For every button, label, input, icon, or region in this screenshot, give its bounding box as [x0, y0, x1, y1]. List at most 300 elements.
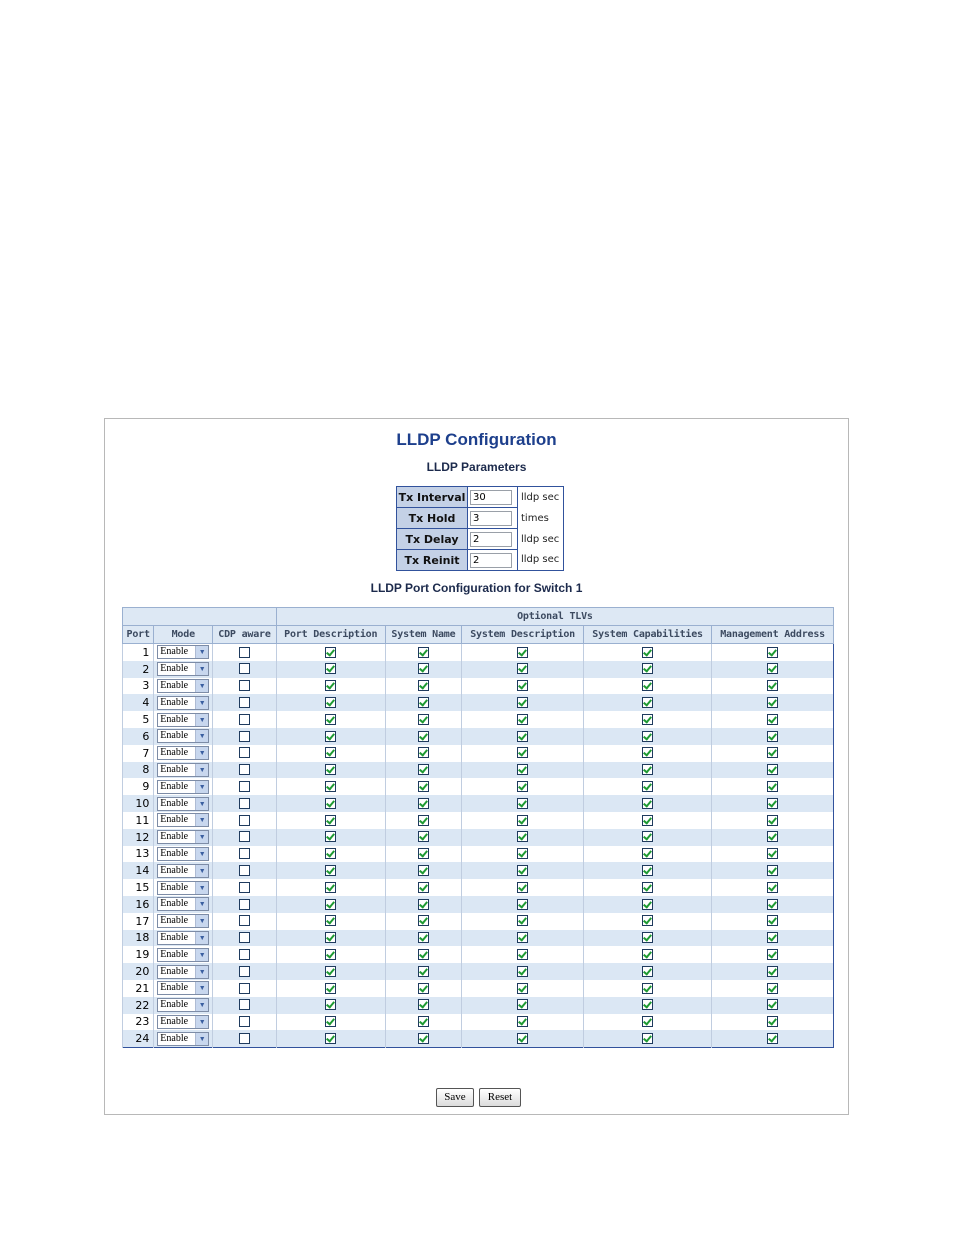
mode-cell	[154, 812, 213, 829]
chevron-down-icon[interactable]: ▼	[195, 882, 208, 894]
management-address-checkbox[interactable]	[767, 949, 778, 960]
tlv-cell	[712, 694, 834, 711]
mode-select[interactable]	[157, 830, 209, 844]
mode-select[interactable]	[157, 729, 209, 743]
tlv-cell	[712, 829, 834, 846]
mode-value: Enable	[160, 948, 189, 960]
management-address-checkbox[interactable]	[767, 915, 778, 926]
chevron-down-icon[interactable]: ▼	[195, 831, 208, 843]
column-header: CDP aware	[213, 626, 277, 644]
system-description-checkbox[interactable]	[517, 966, 528, 977]
chevron-down-icon[interactable]: ▼	[195, 1033, 208, 1045]
port-number: 14	[123, 862, 154, 879]
management-address-checkbox[interactable]	[767, 1016, 778, 1027]
management-address-checkbox[interactable]	[767, 865, 778, 876]
system-name-checkbox[interactable]	[418, 731, 429, 742]
mode-cell	[154, 896, 213, 913]
mode-value: Enable	[160, 747, 189, 759]
table-row	[123, 846, 834, 863]
system-name-checkbox[interactable]	[418, 764, 429, 775]
system-description-checkbox[interactable]	[517, 932, 528, 943]
system-capabilities-checkbox[interactable]	[642, 714, 653, 725]
system-name-checkbox[interactable]	[418, 663, 429, 674]
port-description-checkbox[interactable]	[325, 848, 336, 859]
chevron-down-icon[interactable]: ▼	[195, 898, 208, 910]
mode-select[interactable]	[157, 696, 209, 710]
system-capabilities-checkbox[interactable]	[642, 680, 653, 691]
mode-select[interactable]	[157, 679, 209, 693]
management-address-checkbox[interactable]	[767, 999, 778, 1010]
cdp-aware-checkbox[interactable]	[239, 966, 250, 977]
tlv-cell	[712, 1014, 834, 1031]
mode-cell	[154, 661, 213, 678]
system-name-checkbox[interactable]	[418, 865, 429, 876]
table-row	[123, 661, 834, 678]
port-description-checkbox[interactable]	[325, 747, 336, 758]
system-description-checkbox[interactable]	[517, 815, 528, 826]
port-description-checkbox[interactable]	[325, 966, 336, 977]
system-name-checkbox[interactable]	[418, 815, 429, 826]
tlv-cell	[385, 862, 462, 879]
chevron-down-icon[interactable]: ▼	[195, 764, 208, 776]
tlv-cell	[583, 896, 711, 913]
tlv-cell	[276, 812, 385, 829]
system-description-checkbox[interactable]	[517, 865, 528, 876]
cdp-aware-checkbox[interactable]	[239, 647, 250, 658]
cdp-aware-checkbox[interactable]	[239, 680, 250, 691]
chevron-down-icon[interactable]: ▼	[195, 865, 208, 877]
tlv-cell	[712, 930, 834, 947]
system-description-checkbox[interactable]	[517, 647, 528, 658]
cdp-cell	[213, 678, 277, 695]
mode-value: Enable	[160, 898, 189, 910]
system-name-checkbox[interactable]	[418, 882, 429, 893]
mode-select[interactable]	[157, 813, 209, 827]
mode-select[interactable]	[157, 780, 209, 794]
mode-select[interactable]	[157, 998, 209, 1012]
cdp-aware-checkbox[interactable]	[239, 848, 250, 859]
port-number: 11	[123, 812, 154, 829]
cdp-aware-checkbox[interactable]	[239, 798, 250, 809]
chevron-down-icon[interactable]: ▼	[195, 949, 208, 961]
tlv-cell	[385, 778, 462, 795]
port-description-checkbox[interactable]	[325, 999, 336, 1010]
mode-select[interactable]	[157, 981, 209, 995]
management-address-checkbox[interactable]	[767, 680, 778, 691]
mode-select[interactable]	[157, 897, 209, 911]
table-row	[123, 728, 834, 745]
cdp-aware-checkbox[interactable]	[239, 932, 250, 943]
management-address-checkbox[interactable]	[767, 697, 778, 708]
tlv-cell	[462, 980, 584, 997]
chevron-down-icon[interactable]: ▼	[195, 730, 208, 742]
system-description-checkbox[interactable]	[517, 798, 528, 809]
system-name-checkbox[interactable]	[418, 1016, 429, 1027]
param-input[interactable]	[470, 553, 512, 568]
system-description-checkbox[interactable]	[517, 663, 528, 674]
tlv-cell	[462, 694, 584, 711]
system-name-checkbox[interactable]	[418, 714, 429, 725]
tlv-cell	[712, 661, 834, 678]
port-number: 16	[123, 896, 154, 913]
tlv-cell	[462, 930, 584, 947]
system-description-checkbox[interactable]	[517, 697, 528, 708]
system-capabilities-checkbox[interactable]	[642, 647, 653, 658]
system-name-checkbox[interactable]	[418, 1033, 429, 1044]
system-description-checkbox[interactable]	[517, 831, 528, 842]
system-description-checkbox[interactable]	[517, 999, 528, 1010]
system-description-checkbox[interactable]	[517, 714, 528, 725]
system-capabilities-checkbox[interactable]	[642, 848, 653, 859]
system-capabilities-checkbox[interactable]	[642, 1016, 653, 1027]
mode-cell	[154, 778, 213, 795]
management-address-checkbox[interactable]	[767, 848, 778, 859]
cdp-aware-checkbox[interactable]	[239, 915, 250, 926]
system-capabilities-checkbox[interactable]	[642, 697, 653, 708]
mode-cell	[154, 913, 213, 930]
port-description-checkbox[interactable]	[325, 915, 336, 926]
cdp-aware-checkbox[interactable]	[239, 815, 250, 826]
tlv-cell	[462, 728, 584, 745]
system-capabilities-checkbox[interactable]	[642, 949, 653, 960]
management-address-checkbox[interactable]	[767, 781, 778, 792]
management-address-checkbox[interactable]	[767, 831, 778, 842]
system-capabilities-checkbox[interactable]	[642, 899, 653, 910]
system-capabilities-checkbox[interactable]	[642, 798, 653, 809]
port-number: 2	[123, 661, 154, 678]
chevron-down-icon[interactable]: ▼	[195, 982, 208, 994]
tlv-cell	[583, 1014, 711, 1031]
system-capabilities-checkbox[interactable]	[642, 831, 653, 842]
system-capabilities-checkbox[interactable]	[642, 932, 653, 943]
mode-value: Enable	[160, 663, 189, 675]
cdp-aware-checkbox[interactable]	[239, 865, 250, 876]
table-row	[123, 745, 834, 762]
cdp-aware-checkbox[interactable]	[239, 882, 250, 893]
cdp-aware-checkbox[interactable]	[239, 1033, 250, 1044]
chevron-down-icon[interactable]: ▼	[195, 798, 208, 810]
chevron-down-icon[interactable]: ▼	[195, 646, 208, 658]
mode-value: Enable	[160, 713, 189, 725]
system-description-checkbox[interactable]	[517, 1033, 528, 1044]
tlv-cell	[385, 913, 462, 930]
management-address-checkbox[interactable]	[767, 747, 778, 758]
system-capabilities-checkbox[interactable]	[642, 865, 653, 876]
port-description-checkbox[interactable]	[325, 781, 336, 792]
system-capabilities-checkbox[interactable]	[642, 999, 653, 1010]
param-input[interactable]	[470, 490, 512, 505]
port-description-checkbox[interactable]	[325, 798, 336, 809]
chevron-down-icon[interactable]: ▼	[195, 999, 208, 1011]
mode-cell	[154, 846, 213, 863]
tlv-cell	[276, 879, 385, 896]
mode-value: Enable	[160, 814, 189, 826]
param-field-cell	[468, 550, 518, 571]
system-description-checkbox[interactable]	[517, 764, 528, 775]
system-description-checkbox[interactable]	[517, 848, 528, 859]
port-description-checkbox[interactable]	[325, 932, 336, 943]
port-description-checkbox[interactable]	[325, 949, 336, 960]
tlv-cell	[276, 795, 385, 812]
system-name-checkbox[interactable]	[418, 966, 429, 977]
chevron-down-icon[interactable]: ▼	[195, 697, 208, 709]
param-unit: times	[521, 512, 549, 524]
tlv-cell	[462, 661, 584, 678]
management-address-checkbox[interactable]	[767, 798, 778, 809]
cdp-aware-checkbox[interactable]	[239, 999, 250, 1010]
port-number: 22	[123, 997, 154, 1014]
column-header: Mode	[154, 626, 213, 644]
tlv-cell	[385, 762, 462, 779]
system-description-checkbox[interactable]	[517, 949, 528, 960]
tlv-cell	[583, 762, 711, 779]
tlv-cell	[583, 644, 711, 661]
mode-select[interactable]	[157, 914, 209, 928]
system-capabilities-checkbox[interactable]	[642, 663, 653, 674]
port-description-checkbox[interactable]	[325, 882, 336, 893]
port-description-checkbox[interactable]	[325, 764, 336, 775]
mode-select[interactable]	[157, 931, 209, 945]
system-capabilities-checkbox[interactable]	[642, 983, 653, 994]
chevron-down-icon[interactable]: ▼	[195, 714, 208, 726]
management-address-checkbox[interactable]	[767, 983, 778, 994]
management-address-checkbox[interactable]	[767, 663, 778, 674]
tlv-cell	[276, 846, 385, 863]
mode-value: Enable	[160, 1015, 189, 1027]
management-address-checkbox[interactable]	[767, 647, 778, 658]
tlv-cell	[462, 946, 584, 963]
system-description-checkbox[interactable]	[517, 882, 528, 893]
port-description-checkbox[interactable]	[325, 983, 336, 994]
tlv-cell	[385, 745, 462, 762]
mode-select[interactable]	[157, 948, 209, 962]
table-row	[123, 930, 834, 947]
cdp-aware-checkbox[interactable]	[239, 1016, 250, 1027]
management-address-checkbox[interactable]	[767, 764, 778, 775]
param-field-cell	[468, 487, 518, 508]
system-capabilities-checkbox[interactable]	[642, 747, 653, 758]
reset-button[interactable]: Reset	[479, 1088, 521, 1107]
system-description-checkbox[interactable]	[517, 731, 528, 742]
management-address-checkbox[interactable]	[767, 815, 778, 826]
system-description-checkbox[interactable]	[517, 781, 528, 792]
system-name-checkbox[interactable]	[418, 932, 429, 943]
port-description-checkbox[interactable]	[325, 697, 336, 708]
system-name-checkbox[interactable]	[418, 848, 429, 859]
tlv-cell	[583, 879, 711, 896]
mode-cell	[154, 711, 213, 728]
system-name-checkbox[interactable]	[418, 781, 429, 792]
tlv-cell	[712, 711, 834, 728]
mode-select[interactable]	[157, 1032, 209, 1046]
tlv-cell	[385, 946, 462, 963]
chevron-down-icon[interactable]: ▼	[195, 781, 208, 793]
cdp-cell	[213, 913, 277, 930]
system-name-checkbox[interactable]	[418, 949, 429, 960]
chevron-down-icon[interactable]: ▼	[195, 915, 208, 927]
port-config-table	[122, 607, 834, 1048]
system-description-checkbox[interactable]	[517, 1016, 528, 1027]
management-address-checkbox[interactable]	[767, 932, 778, 943]
system-name-checkbox[interactable]	[418, 899, 429, 910]
mode-value: Enable	[160, 730, 189, 742]
port-description-checkbox[interactable]	[325, 714, 336, 725]
tlv-cell	[583, 661, 711, 678]
system-capabilities-checkbox[interactable]	[642, 915, 653, 926]
mode-select[interactable]	[157, 763, 209, 777]
port-description-checkbox[interactable]	[325, 680, 336, 691]
optional-tlvs-header: Optional TLVs	[276, 608, 833, 626]
cdp-aware-checkbox[interactable]	[239, 697, 250, 708]
cdp-aware-checkbox[interactable]	[239, 899, 250, 910]
table-row	[123, 795, 834, 812]
mode-select[interactable]	[157, 881, 209, 895]
system-name-checkbox[interactable]	[418, 999, 429, 1010]
tlv-cell	[385, 678, 462, 695]
tlv-cell	[385, 711, 462, 728]
mode-cell	[154, 879, 213, 896]
mode-select[interactable]	[157, 713, 209, 727]
system-description-checkbox[interactable]	[517, 680, 528, 691]
management-address-checkbox[interactable]	[767, 882, 778, 893]
cdp-aware-checkbox[interactable]	[239, 764, 250, 775]
management-address-checkbox[interactable]	[767, 899, 778, 910]
tlv-cell	[385, 812, 462, 829]
tlv-cell	[276, 661, 385, 678]
mode-select[interactable]	[157, 864, 209, 878]
mode-select[interactable]	[157, 1015, 209, 1029]
mode-select[interactable]	[157, 847, 209, 861]
port-description-checkbox[interactable]	[325, 865, 336, 876]
chevron-down-icon[interactable]: ▼	[195, 966, 208, 978]
save-button[interactable]: Save	[436, 1088, 474, 1107]
param-row	[397, 487, 564, 508]
tlv-cell	[462, 1030, 584, 1047]
mode-value: Enable	[160, 881, 189, 893]
tlv-cell	[276, 778, 385, 795]
cdp-cell	[213, 829, 277, 846]
port-description-checkbox[interactable]	[325, 831, 336, 842]
management-address-checkbox[interactable]	[767, 1033, 778, 1044]
param-label: Tx Hold	[397, 508, 468, 529]
system-name-checkbox[interactable]	[418, 680, 429, 691]
system-description-checkbox[interactable]	[517, 747, 528, 758]
system-name-checkbox[interactable]	[418, 798, 429, 809]
chevron-down-icon[interactable]: ▼	[195, 1016, 208, 1028]
param-input[interactable]	[470, 532, 512, 547]
tlv-cell	[276, 694, 385, 711]
tlv-cell	[462, 1014, 584, 1031]
system-capabilities-checkbox[interactable]	[642, 1033, 653, 1044]
port-description-checkbox[interactable]	[325, 647, 336, 658]
tlv-cell	[462, 963, 584, 980]
system-name-checkbox[interactable]	[418, 647, 429, 658]
column-header: Management Address	[712, 626, 834, 644]
chevron-down-icon[interactable]: ▼	[195, 814, 208, 826]
port-description-checkbox[interactable]	[325, 1016, 336, 1027]
port-description-checkbox[interactable]	[325, 663, 336, 674]
chevron-down-icon[interactable]: ▼	[195, 848, 208, 860]
table-row	[123, 879, 834, 896]
mode-value: Enable	[160, 646, 189, 658]
cdp-aware-checkbox[interactable]	[239, 714, 250, 725]
system-description-checkbox[interactable]	[517, 899, 528, 910]
cdp-aware-checkbox[interactable]	[239, 747, 250, 758]
cdp-aware-checkbox[interactable]	[239, 663, 250, 674]
system-capabilities-checkbox[interactable]	[642, 781, 653, 792]
cdp-cell	[213, 694, 277, 711]
table-row	[123, 980, 834, 997]
port-description-checkbox[interactable]	[325, 731, 336, 742]
mode-select[interactable]	[157, 965, 209, 979]
port-description-checkbox[interactable]	[325, 899, 336, 910]
port-number: 3	[123, 678, 154, 695]
cdp-aware-checkbox[interactable]	[239, 831, 250, 842]
port-number: 12	[123, 829, 154, 846]
cdp-aware-checkbox[interactable]	[239, 731, 250, 742]
cdp-cell	[213, 795, 277, 812]
system-description-checkbox[interactable]	[517, 983, 528, 994]
system-capabilities-checkbox[interactable]	[642, 815, 653, 826]
system-capabilities-checkbox[interactable]	[642, 882, 653, 893]
tlv-cell	[276, 762, 385, 779]
mode-value: Enable	[160, 982, 189, 994]
mode-select[interactable]	[157, 645, 209, 659]
mode-select[interactable]	[157, 662, 209, 676]
management-address-checkbox[interactable]	[767, 966, 778, 977]
chevron-down-icon[interactable]: ▼	[195, 680, 208, 692]
system-name-checkbox[interactable]	[418, 831, 429, 842]
mode-value: Enable	[160, 931, 189, 943]
mode-select[interactable]	[157, 797, 209, 811]
management-address-checkbox[interactable]	[767, 731, 778, 742]
chevron-down-icon[interactable]: ▼	[195, 747, 208, 759]
param-input[interactable]	[470, 511, 512, 526]
port-number: 5	[123, 711, 154, 728]
cdp-cell	[213, 644, 277, 661]
param-row	[397, 508, 564, 529]
tlv-cell	[276, 997, 385, 1014]
tlv-cell	[583, 778, 711, 795]
cdp-aware-checkbox[interactable]	[239, 781, 250, 792]
system-capabilities-checkbox[interactable]	[642, 966, 653, 977]
cdp-aware-checkbox[interactable]	[239, 983, 250, 994]
mode-select[interactable]	[157, 746, 209, 760]
system-description-checkbox[interactable]	[517, 915, 528, 926]
table-row	[123, 711, 834, 728]
mode-cell	[154, 829, 213, 846]
chevron-down-icon[interactable]: ▼	[195, 663, 208, 675]
mode-cell	[154, 980, 213, 997]
system-name-checkbox[interactable]	[418, 915, 429, 926]
port-description-checkbox[interactable]	[325, 815, 336, 826]
cdp-aware-checkbox[interactable]	[239, 949, 250, 960]
system-name-checkbox[interactable]	[418, 983, 429, 994]
cdp-cell	[213, 711, 277, 728]
param-label: Tx Delay	[397, 529, 468, 550]
param-unit: lldp sec	[521, 554, 560, 566]
management-address-checkbox[interactable]	[767, 714, 778, 725]
system-name-checkbox[interactable]	[418, 747, 429, 758]
tlv-cell	[583, 829, 711, 846]
chevron-down-icon[interactable]: ▼	[195, 932, 208, 944]
port-description-checkbox[interactable]	[325, 1033, 336, 1044]
system-name-checkbox[interactable]	[418, 697, 429, 708]
tlv-cell	[385, 728, 462, 745]
config-panel	[104, 418, 849, 1115]
system-capabilities-checkbox[interactable]	[642, 731, 653, 742]
system-capabilities-checkbox[interactable]	[642, 764, 653, 775]
